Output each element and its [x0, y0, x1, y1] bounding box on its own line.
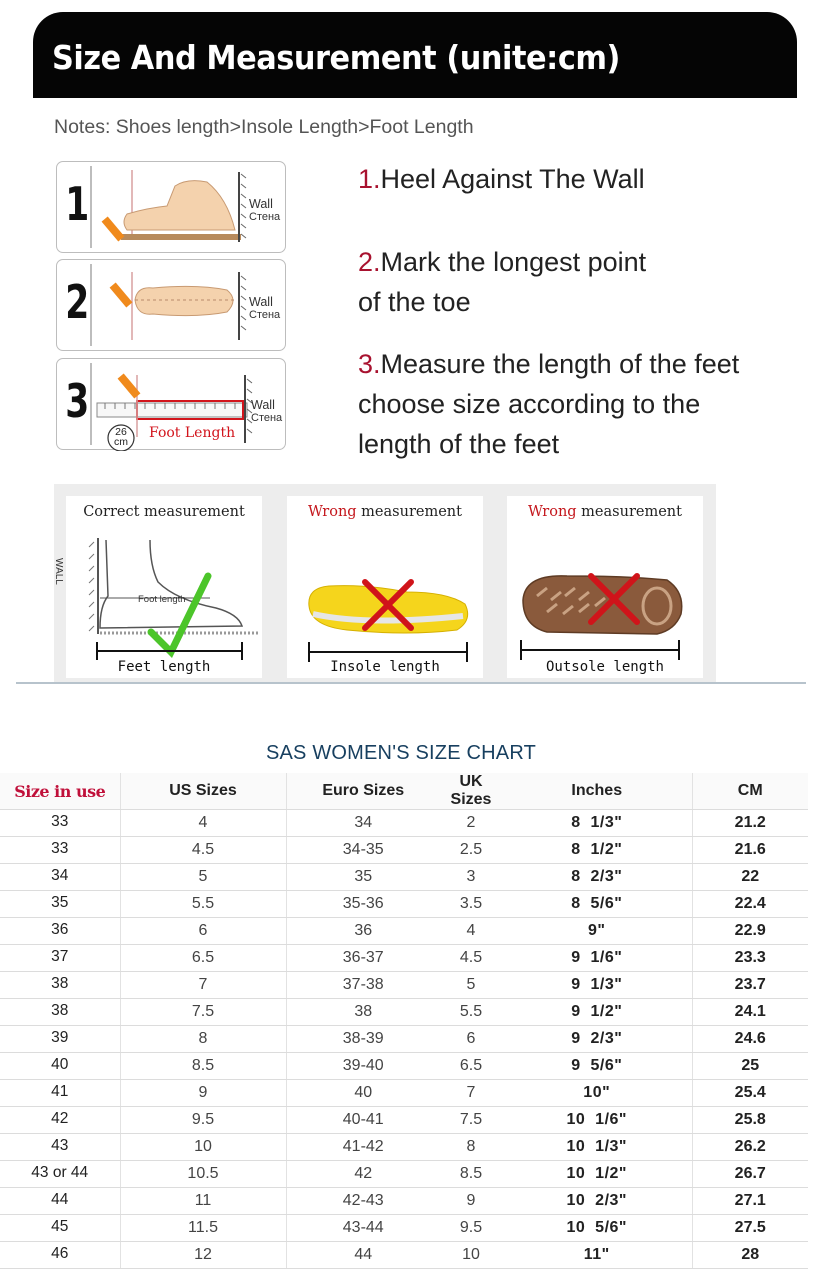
table-row	[0, 1242, 808, 1269]
table-cell: 21.2	[692, 810, 808, 837]
table-cell: 39-40	[286, 1053, 440, 1080]
table-cell: 5.5	[120, 891, 286, 918]
size-chart-title: SAS WOMEN'S SIZE CHART	[265, 742, 537, 764]
table-cell: 8	[440, 1134, 502, 1161]
foot-side-view-icon	[66, 496, 262, 678]
table-cell: 36	[0, 918, 120, 945]
table-cell: 34-35	[286, 837, 440, 864]
table-row	[0, 1188, 808, 1215]
table-header-row	[0, 773, 808, 810]
table-cell: 25.4	[692, 1080, 808, 1107]
wall-label: Wall Стена	[251, 398, 283, 424]
table-cell: 36	[286, 918, 440, 945]
table-cell: 34	[0, 864, 120, 891]
table-cell: 43 or 44	[0, 1161, 120, 1188]
table-cell: 3.5	[440, 891, 502, 918]
table-cell: 6	[120, 918, 286, 945]
table-cell: 35	[0, 891, 120, 918]
table-cell: 6.5	[440, 1053, 502, 1080]
table-cell: 2	[440, 810, 502, 837]
table-cell: 44	[286, 1242, 440, 1269]
table-cell: 4	[120, 810, 286, 837]
table-cell: 11"	[502, 1242, 692, 1269]
table-cell: 7	[440, 1080, 502, 1107]
notes-text: Notes: Shoes length>Insole Length>Foot Length	[54, 116, 474, 138]
table-cell: 24.1	[692, 999, 808, 1026]
table-cell: 12	[120, 1242, 286, 1269]
table-cell: 25.8	[692, 1107, 808, 1134]
table-cell: 41	[0, 1080, 120, 1107]
table-cell: 43-44	[286, 1215, 440, 1242]
table-cell: 4.5	[120, 837, 286, 864]
table-cell: 7.5	[440, 1107, 502, 1134]
step-number: 3	[65, 374, 90, 428]
table-cell: 22	[692, 864, 808, 891]
instruction-1: 1.Heel Against The Wall	[358, 164, 645, 194]
table-cell: 42-43	[286, 1188, 440, 1215]
table-cell: 26.2	[692, 1134, 808, 1161]
table-cell: 9	[440, 1188, 502, 1215]
table-cell: 43	[0, 1134, 120, 1161]
table-row	[0, 945, 808, 972]
inner-label: Foot length	[138, 594, 186, 605]
table-cell: 9 1/2"	[502, 999, 692, 1026]
table-cell: 6.5	[120, 945, 286, 972]
table-cell: 10"	[502, 1080, 692, 1107]
table-cell: 33	[0, 837, 120, 864]
table-cell: 9	[120, 1080, 286, 1107]
table-cell: 8 2/3"	[502, 864, 692, 891]
table-cell: 37	[0, 945, 120, 972]
table-cell: 35-36	[286, 891, 440, 918]
table-row	[0, 1053, 808, 1080]
table-cell: 27.1	[692, 1188, 808, 1215]
table-cell: 22.9	[692, 918, 808, 945]
table-cell: 24.6	[692, 1026, 808, 1053]
table-cell: 38	[286, 999, 440, 1026]
step-number: 1	[65, 177, 90, 231]
table-cell: 38	[0, 972, 120, 999]
table-cell: 42	[286, 1161, 440, 1188]
table-cell: 9.5	[120, 1107, 286, 1134]
table-cell: 35	[286, 864, 440, 891]
outsole-measurement-card	[507, 496, 703, 678]
table-cell: 40	[286, 1080, 440, 1107]
size-badge: 26 cm	[114, 426, 128, 448]
table-cell: 10 1/6"	[502, 1107, 692, 1134]
table-cell: 9 5/6"	[502, 1053, 692, 1080]
card-footer: Feet length	[117, 659, 211, 675]
table-row	[0, 1026, 808, 1053]
table-cell: 36-37	[286, 945, 440, 972]
wall-label: WALL	[53, 558, 64, 585]
table-row	[0, 918, 808, 945]
insole-measurement-card	[287, 496, 483, 678]
instruction-2: 2.Mark the longest point of the toe	[358, 247, 647, 317]
table-cell: 27.5	[692, 1215, 808, 1242]
table-cell: 33	[0, 810, 120, 837]
table-cell: 6	[440, 1026, 502, 1053]
table-cell: 7.5	[120, 999, 286, 1026]
col-header-cm: CM	[692, 773, 808, 810]
col-header-uk: UK Sizes	[440, 773, 502, 810]
table-cell: 9 1/6"	[502, 945, 692, 972]
table-cell: 10	[120, 1134, 286, 1161]
instruction-3: 3.Measure the length of the feet choose size according to the length of the feet	[358, 349, 740, 459]
table-cell: 40-41	[286, 1107, 440, 1134]
table-row	[0, 810, 808, 837]
table-cell: 10 5/6"	[502, 1215, 692, 1242]
table-cell: 25	[692, 1053, 808, 1080]
table-cell: 9.5	[440, 1215, 502, 1242]
col-header-inches: Inches	[502, 773, 692, 810]
table-cell: 45	[0, 1215, 120, 1242]
table-cell: 9"	[502, 918, 692, 945]
table-cell: 26.7	[692, 1161, 808, 1188]
table-cell: 4.5	[440, 945, 502, 972]
table-row	[0, 999, 808, 1026]
table-cell: 8.5	[120, 1053, 286, 1080]
table-row	[0, 1134, 808, 1161]
correct-measurement-card	[53, 496, 262, 678]
col-header-us: US Sizes	[120, 773, 286, 810]
table-row	[0, 891, 808, 918]
table-cell: 10.5	[120, 1161, 286, 1188]
table-cell: 23.7	[692, 972, 808, 999]
wall-label: Wall Стена	[249, 197, 281, 223]
table-cell: 40	[0, 1053, 120, 1080]
card-footer: Outsole length	[545, 659, 664, 675]
col-header-euro: Euro Sizes	[286, 773, 440, 810]
table-cell: 8	[120, 1026, 286, 1053]
table-cell: 4	[440, 918, 502, 945]
page-title: Size And Measurement (unite:cm)	[52, 38, 620, 77]
size-chart-table	[0, 773, 808, 1269]
foot-length-label: Foot Length	[149, 425, 236, 441]
table-cell: 5	[120, 864, 286, 891]
table-cell: 39	[0, 1026, 120, 1053]
table-cell: 21.6	[692, 837, 808, 864]
step-number: 2	[65, 275, 90, 329]
table-cell: 9 1/3"	[502, 972, 692, 999]
table-cell: 34	[286, 810, 440, 837]
table-cell: 38-39	[286, 1026, 440, 1053]
table-cell: 5.5	[440, 999, 502, 1026]
table-cell: 10	[440, 1242, 502, 1269]
table-row	[0, 837, 808, 864]
table-cell: 37-38	[286, 972, 440, 999]
step-1-illustration	[56, 161, 286, 253]
table-cell: 5	[440, 972, 502, 999]
table-row	[0, 1215, 808, 1242]
table-cell: 23.3	[692, 945, 808, 972]
wall-label: Wall Стена	[249, 295, 281, 321]
step-3-illustration	[56, 358, 286, 450]
table-cell: 44	[0, 1188, 120, 1215]
table-cell: 42	[0, 1107, 120, 1134]
table-cell: 2.5	[440, 837, 502, 864]
table-cell: 8 1/3"	[502, 810, 692, 837]
card-footer: Insole length	[330, 659, 440, 675]
table-cell: 22.4	[692, 891, 808, 918]
table-cell: 9 2/3"	[502, 1026, 692, 1053]
table-cell: 10 1/2"	[502, 1161, 692, 1188]
table-cell: 11.5	[120, 1215, 286, 1242]
section-divider	[16, 682, 806, 684]
table-row	[0, 1107, 808, 1134]
table-cell: 8.5	[440, 1161, 502, 1188]
table-cell: 41-42	[286, 1134, 440, 1161]
table-cell: 8 5/6"	[502, 891, 692, 918]
table-cell: 10 1/3"	[502, 1134, 692, 1161]
table-cell: 10 2/3"	[502, 1188, 692, 1215]
table-row	[0, 1080, 808, 1107]
table-cell: 46	[0, 1242, 120, 1269]
table-cell: 11	[120, 1188, 286, 1215]
col-header-size-in-use: Size in use	[0, 773, 120, 810]
table-cell: 38	[0, 999, 120, 1026]
step-2-illustration	[56, 259, 286, 351]
table-row	[0, 972, 808, 999]
table-cell: 28	[692, 1242, 808, 1269]
table-row	[0, 864, 808, 891]
card-heading: Wrong measurement	[308, 504, 462, 520]
table-cell: 3	[440, 864, 502, 891]
card-heading: Wrong measurement	[528, 504, 682, 520]
card-heading: Correct measurement	[83, 504, 245, 520]
table-cell: 8 1/2"	[502, 837, 692, 864]
outsole-icon	[507, 496, 703, 678]
insole-icon	[287, 496, 483, 678]
table-row	[0, 1161, 808, 1188]
table-cell: 7	[120, 972, 286, 999]
